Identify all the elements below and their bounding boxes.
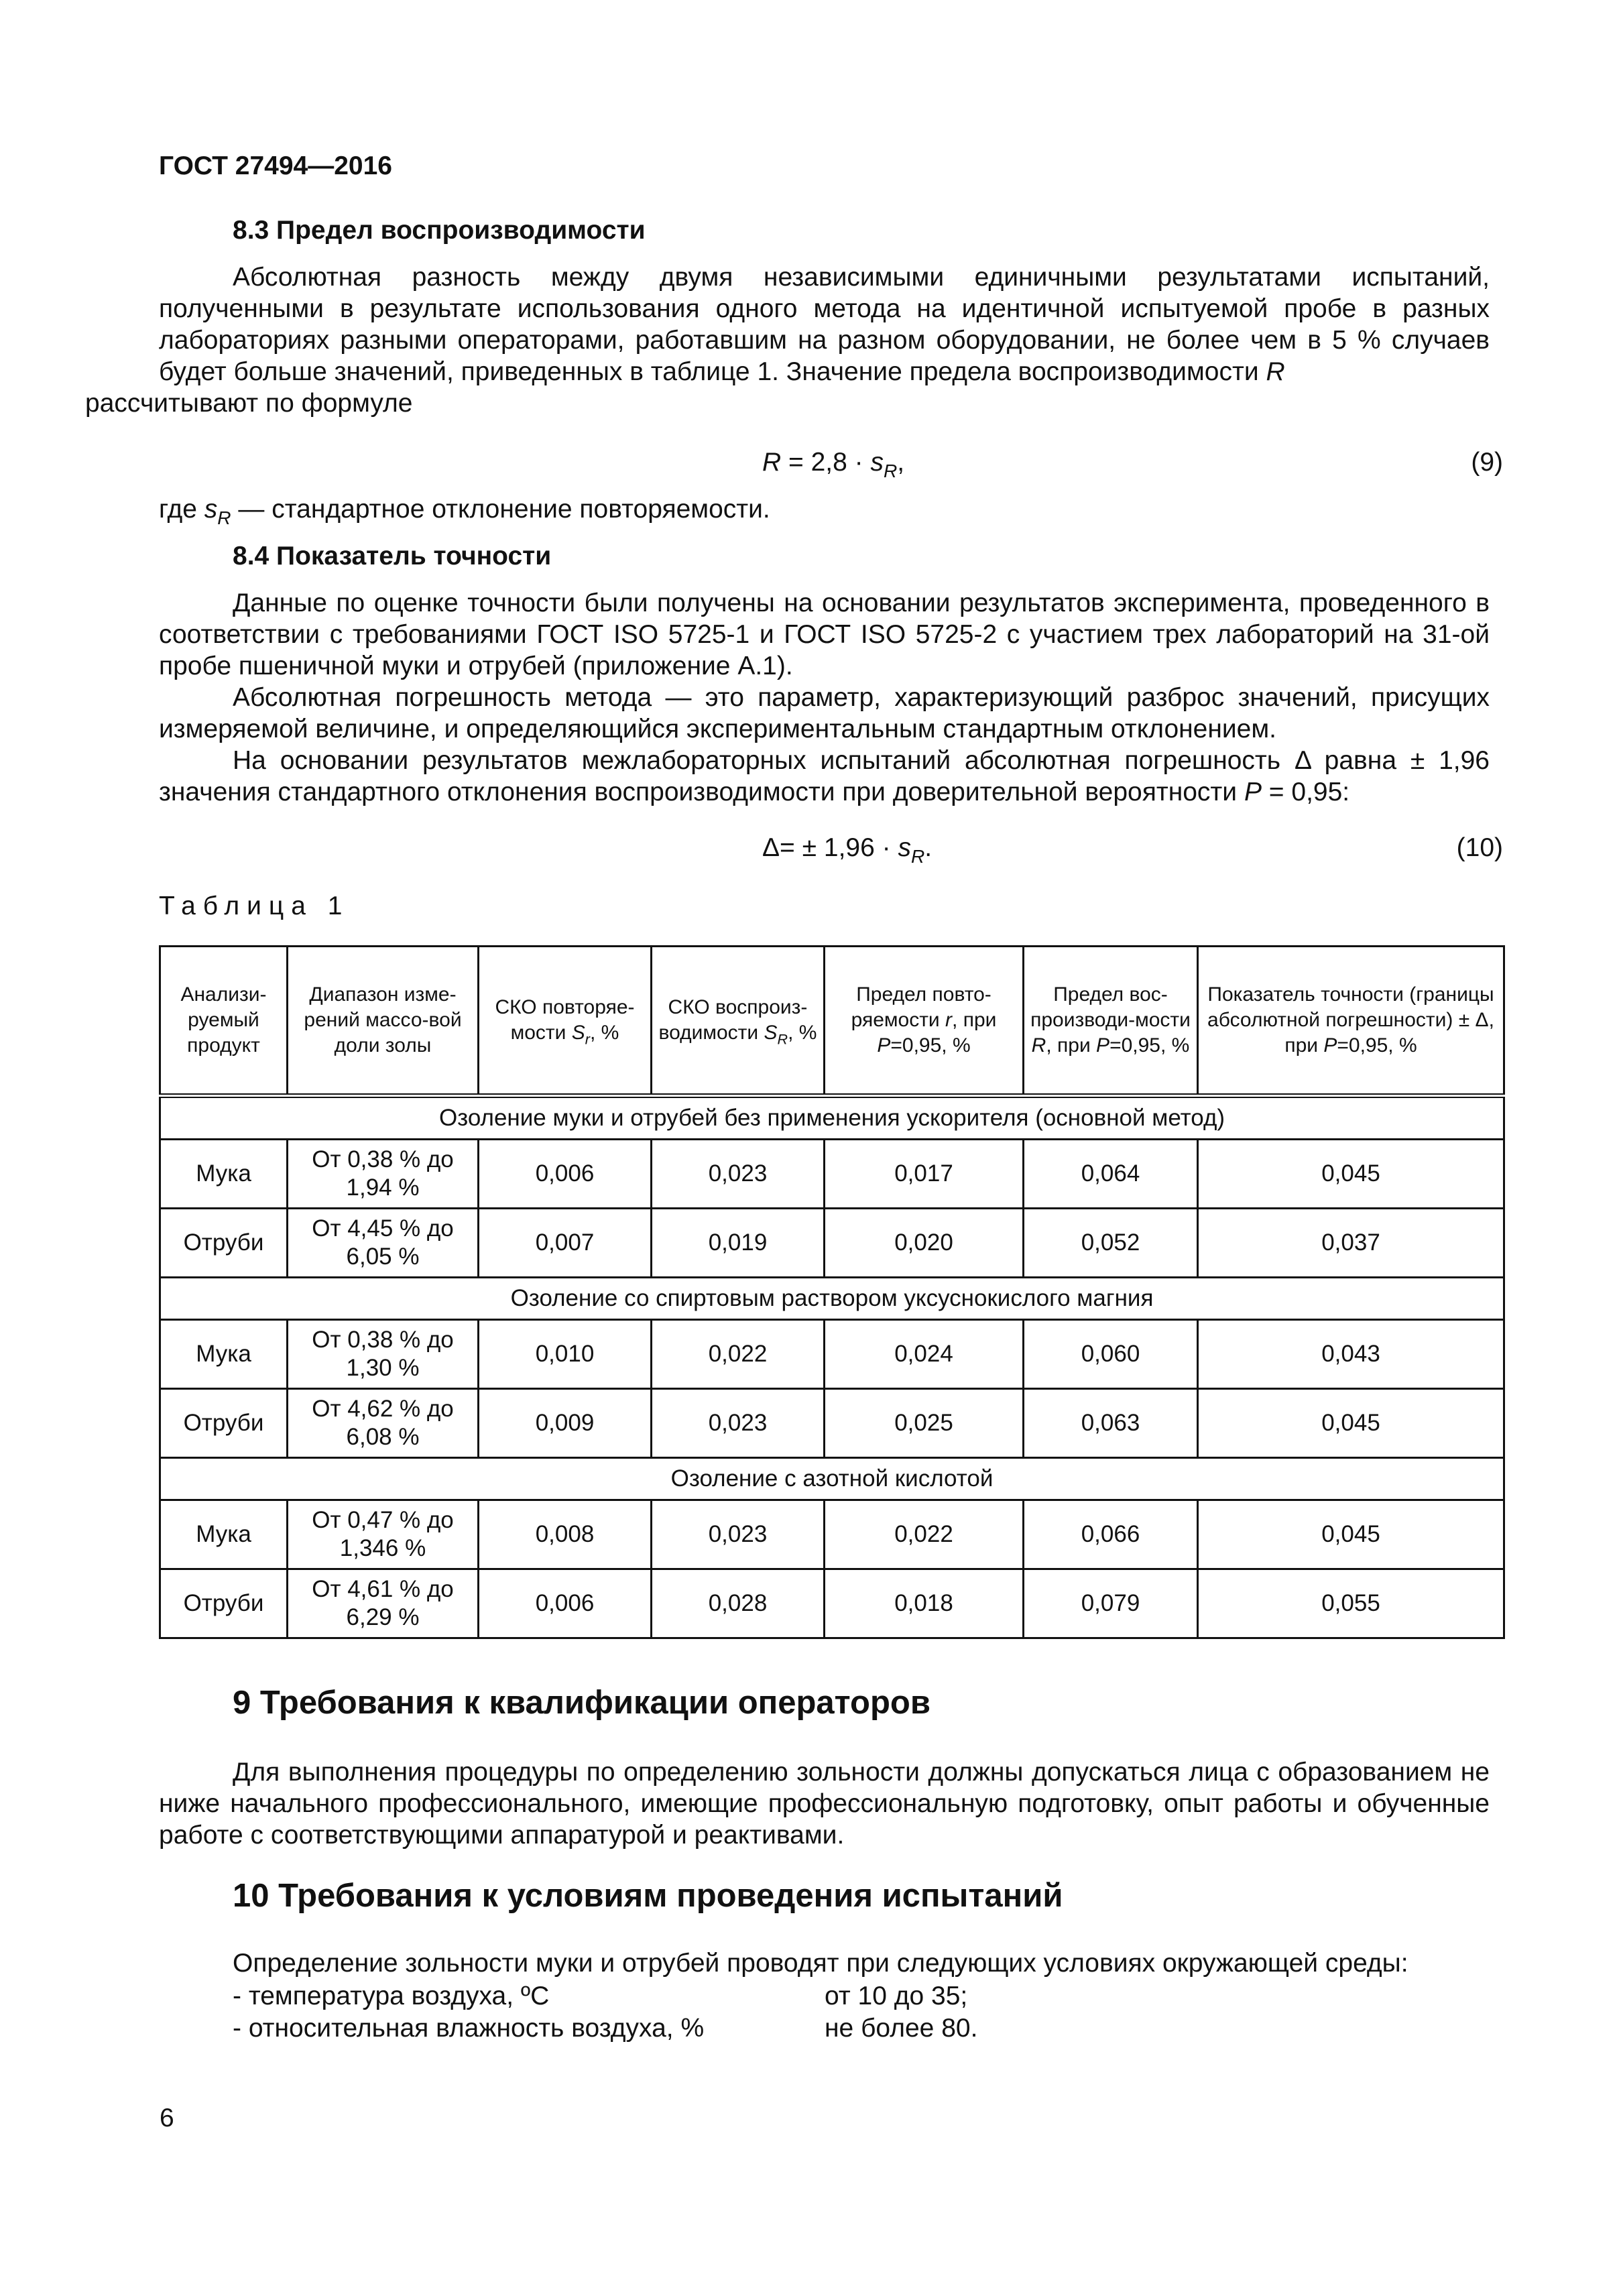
section-8-3-heading: 8.3 Предел воспроизводимости [233,216,646,245]
p3-var: P [1244,778,1262,806]
section-8-4-p3 [159,745,1490,808]
header-delta-tail: =0,95, % [1337,1034,1417,1056]
cell-delta: 0,055 [1198,1569,1504,1638]
header-sr-text: СКО повторяе-мости [495,996,635,1044]
table-row [160,1569,1504,1638]
cell-r: 0,024 [825,1320,1024,1389]
header-sR [652,947,825,1096]
cell-product: Мука [160,1500,288,1569]
cell-range: От 0,47 % до 1,346 % [288,1500,479,1569]
header-range: Диапазон изме-рений массо-вой доли золы [288,947,479,1096]
table-row [160,1389,1504,1458]
cell-sR: 0,023 [652,1500,825,1569]
cell-R: 0,052 [1024,1209,1198,1278]
formula-tail: , [897,448,905,477]
formula-sub: R [884,460,898,481]
where-sub: R [217,507,231,528]
header-delta-text: Показатель точности (границы абсолютной погрешности) ± Δ, при [1207,983,1494,1056]
header-delta [1198,947,1504,1096]
cell-product: Отруби [160,1569,288,1638]
where-prefix: где [159,495,204,524]
header-R-var: R [1031,1034,1046,1056]
section-8-3-paragraph [85,261,1490,419]
table-row [160,1320,1504,1389]
where-var: s [204,495,218,524]
section-title: Озоление с азотной кислотой [160,1458,1504,1500]
header-product: Анализи-руемый продукт [160,947,288,1096]
section-10-heading: 10 Требования к условиям проведения испытаний [233,1878,1063,1914]
table-row [160,1209,1504,1278]
cell-range: От 4,61 % до 6,29 % [288,1569,479,1638]
formula-9-expression [762,448,905,481]
cell-sR: 0,022 [652,1320,825,1389]
formula-10-expression [762,833,933,867]
cell-sr: 0,007 [479,1209,652,1278]
section-title: Озоление со спиртовым раствором уксуснокислого магния [160,1278,1504,1320]
table-section-row [160,1458,1504,1500]
header-sR-sub: R [777,1030,788,1048]
condition-temperature-value: от 10 до 35; [825,1982,968,2010]
formula-10-sub: R [910,845,925,867]
header-sR-var: S [764,1022,778,1044]
header-r-mid: , при [952,1009,997,1031]
formula-10-tail: . [924,833,933,862]
header-R-tail: =0,95, % [1109,1034,1190,1056]
formula-10-var: s [898,833,911,862]
cell-range: От 0,38 % до 1,94 % [288,1140,479,1209]
formula-var-R: R [762,448,782,477]
cell-R: 0,079 [1024,1569,1198,1638]
table-row [160,1500,1504,1569]
precision-table [159,945,1505,1639]
cell-delta: 0,045 [1198,1389,1504,1458]
formula-9-number: (9) [1471,448,1503,477]
formula-10-text: Δ= ± 1,96 · [762,833,898,862]
formula-9 [159,448,1503,481]
cell-range: От 0,38 % до 1,30 % [288,1320,479,1389]
table-section-row [160,1278,1504,1320]
formula-var-s: s [870,448,884,477]
header-sR-text: СКО воспроиз-водимости [658,996,808,1044]
section-8-4-p1: Данные по оценке точности были получены на основании результатов эксперимента, проведенного в соответствии с требованиями ГОСТ ISO 5725-1 и ГОСТ ISO 5725-2 с участием трех лабораторий на 31-ой пробе пшеничной муки и отрубей (приложение А.1). [159,589,1490,680]
section-8-4-heading: 8.4 Показатель точности [233,542,552,570]
header-R [1024,947,1198,1096]
header-delta-var: P [1323,1034,1337,1056]
cell-r: 0,025 [825,1389,1024,1458]
header-r-text: Предел повто-ряемости [851,983,991,1031]
section-9-body [159,1756,1490,1851]
section-title: Озоление муки и отрубей без применения ускорителя (основной метод) [160,1096,1504,1140]
p3-text: На основании результатов межлабораторных испытаний абсолютная погрешность Δ равна ± 1,96 значения стандартного отклонения воспроизводимости при доверительной вероятности [159,746,1490,806]
cell-sr: 0,006 [479,1569,652,1638]
table-caption: Таблица 1 [159,892,350,920]
cell-sr: 0,008 [479,1500,652,1569]
section-10-p1: Определение зольности муки и отрубей проводят при следующих условиях окружающей среды: [233,1949,1408,1978]
cell-r: 0,017 [825,1140,1024,1209]
table-row [160,1140,1504,1209]
section-8-4-p2: Абсолютная погрешность метода — это параметр, характеризующий разброс значений, присущих измеряемой величине, и определяющийся экспериментальным стандартным отклонением. [159,683,1490,743]
cell-R: 0,063 [1024,1389,1198,1458]
header-r-tail: =0,95, % [890,1034,971,1056]
cell-product: Мука [160,1320,288,1389]
formula-9-where [159,493,770,528]
cell-R: 0,060 [1024,1320,1198,1389]
condition-humidity-label: - относительная влажность воздуха, % [233,2014,705,2043]
cell-sr: 0,009 [479,1389,652,1458]
header-r-var2: P [877,1034,891,1056]
cell-sr: 0,010 [479,1320,652,1389]
section-8-4-body [159,587,1490,808]
header-sr [479,947,652,1096]
condition-temperature-label: - температура воздуха, ºС [233,1982,550,2010]
page-number: 6 [160,2104,174,2132]
formula-rhs: = 2,8 · [781,448,871,477]
header-R-text: Предел вос-производи-мости [1030,983,1191,1031]
cell-delta: 0,045 [1198,1500,1504,1569]
section-9-heading: 9 Требования к квалификации операторов [233,1685,930,1721]
table-section-row [160,1096,1504,1140]
table-header-row [160,947,1504,1096]
header-sr-var: S [571,1022,585,1044]
cell-sR: 0,023 [652,1389,825,1458]
cell-R: 0,066 [1024,1500,1198,1569]
cell-product: Мука [160,1140,288,1209]
header-sr-sub: r [585,1030,590,1048]
cell-sr: 0,006 [479,1140,652,1209]
cell-r: 0,020 [825,1209,1024,1278]
cell-delta: 0,037 [1198,1209,1504,1278]
p3-tail: = 0,95: [1261,778,1350,806]
cell-sR: 0,028 [652,1569,825,1638]
header-R-mid: , при [1046,1034,1097,1056]
formula-10 [159,833,1503,867]
cell-range: От 4,62 % до 6,08 % [288,1389,479,1458]
formula-10-number: (10) [1456,833,1503,862]
section-9-p1: Для выполнения процедуры по определению зольности должны допускаться лица с образованием не ниже начального профессионального, имеющие профессиональную подготовку, опыт работы и обученные работе с соответствующими аппаратурой и реактивами. [159,1758,1490,1850]
header-r [825,947,1024,1096]
cell-range: От 4,45 % до 6,05 % [288,1209,479,1278]
cell-product: Отруби [160,1209,288,1278]
para-text-end: рассчитывают по формуле [85,389,413,418]
para-text: Абсолютная разность между двумя независимыми единичными результатами испытаний, полученными в результате использования одного метода на идентичной испытуемой пробе в разных лабораториях разными операторами, работавшим на разном оборудовании, не более чем в 5 % случаев будет больше значений, приведенных в таблице 1. Значение предела воспроизводимости [159,263,1490,386]
header-sr-tail: , % [590,1022,619,1044]
where-text: — стандартное отклонение повторяемости. [231,495,770,524]
document-code: ГОСТ 27494—2016 [159,152,392,180]
cell-r: 0,022 [825,1500,1024,1569]
header-R-var2: P [1096,1034,1110,1056]
header-sR-tail: , % [788,1022,817,1044]
cell-r: 0,018 [825,1569,1024,1638]
cell-sR: 0,023 [652,1140,825,1209]
para-variable: R [1266,357,1285,386]
condition-humidity-value: не более 80. [825,2014,978,2043]
cell-sR: 0,019 [652,1209,825,1278]
cell-R: 0,064 [1024,1140,1198,1209]
cell-delta: 0,045 [1198,1140,1504,1209]
cell-product: Отруби [160,1389,288,1458]
cell-delta: 0,043 [1198,1320,1504,1389]
header-r-var: r [945,1009,953,1031]
